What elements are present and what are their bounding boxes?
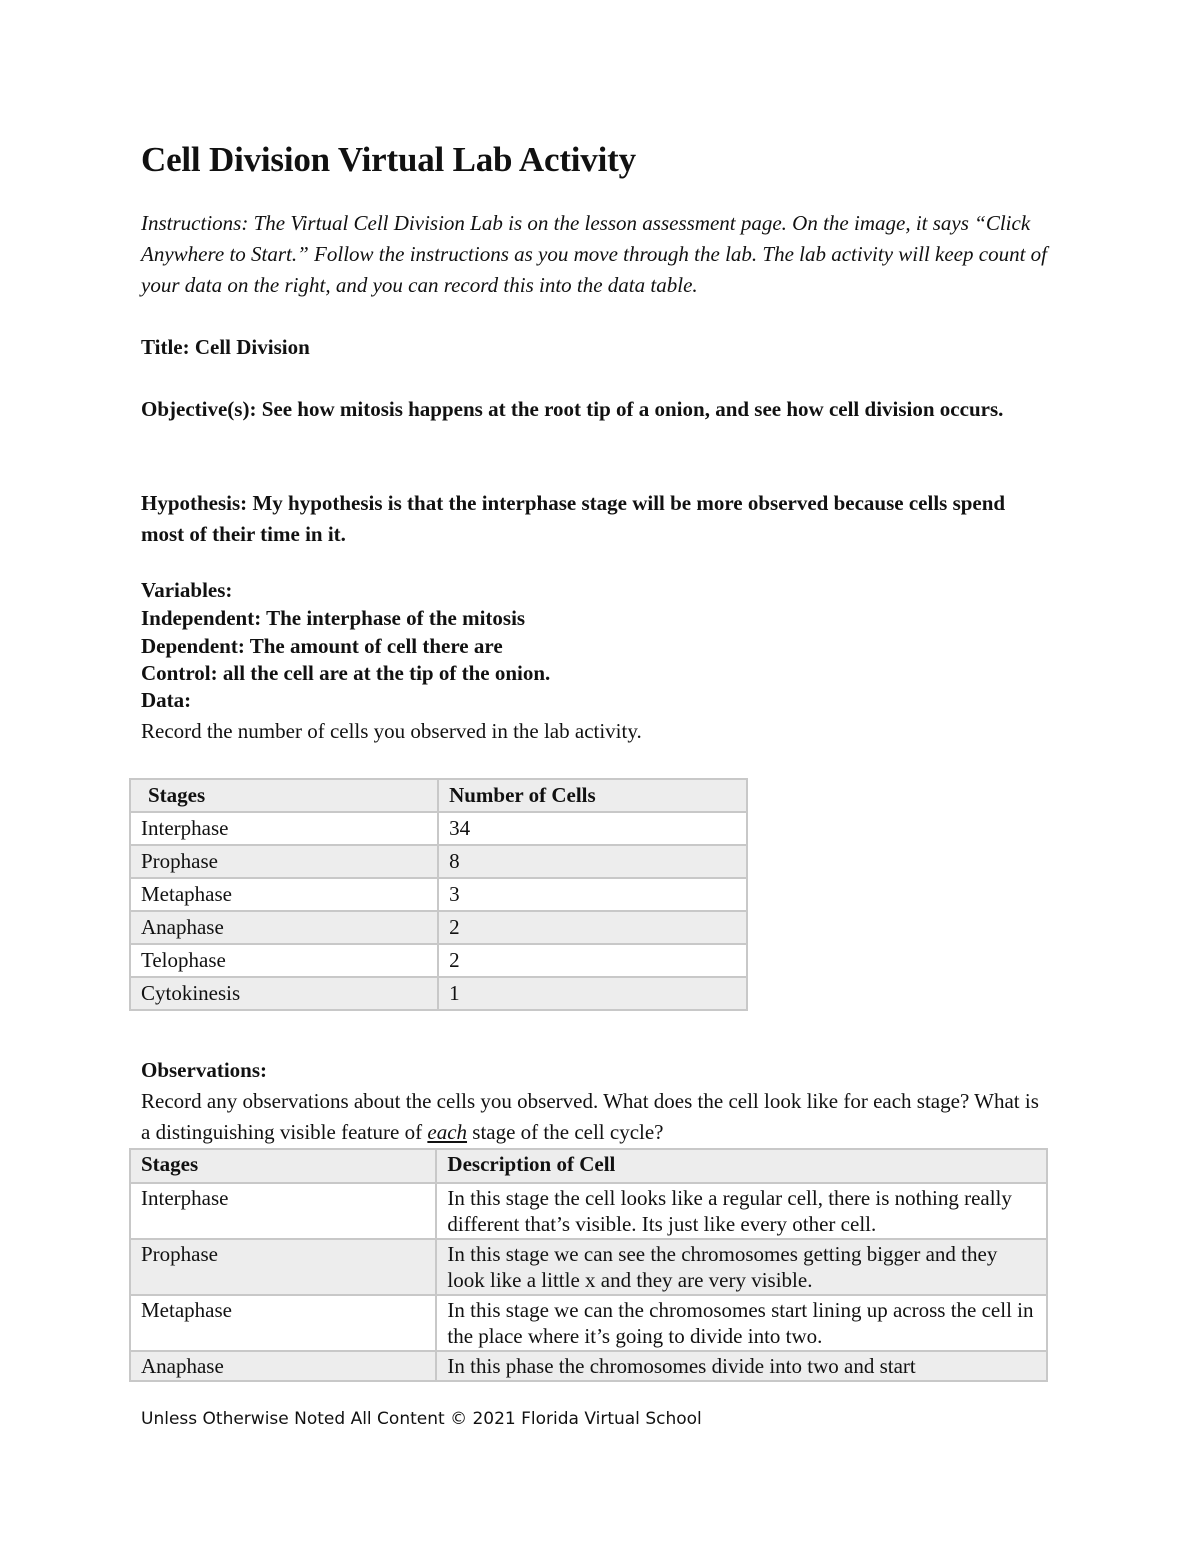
stage-cell: Prophase [130,845,438,878]
observations-instruction-start: Record any observations about the cells you observed. What does the cell look like for each stage? What is a distinguishing visible feature of [141,1089,1039,1144]
stage-cell: Anaphase [130,911,438,944]
table-row [130,1295,1047,1351]
table-row [130,911,747,944]
table-row [130,812,747,845]
description-cell: In this stage we can the chromosomes start lining up across the cell in the place where it’s going to divide into two. [436,1295,1047,1351]
stage-cell: Prophase [130,1239,436,1295]
dependent-value: The amount of cell there are [249,634,503,658]
document-title: Cell Division Virtual Lab Activity [141,140,636,179]
objective-value: See how mitosis happens at the root tip of a onion, and see how cell division occurs. [261,397,1004,421]
description-cell: In this stage we can see the chromosomes getting bigger and they look like a little x and they are very visible. [436,1239,1047,1295]
stage-cell: Metaphase [130,878,438,911]
table-row [130,944,747,977]
copyright-footer: Unless Otherwise Noted All Content © 2021 Florida Virtual School [141,1409,702,1429]
table-row [130,845,747,878]
count-cell: 8 [438,845,747,878]
hypothesis-label: Hypothesis: [141,491,248,515]
stage-cell: Anaphase [130,1351,436,1381]
instructions-text: Instructions: The Virtual Cell Division Lab is on the lesson assessment page. On the image, it says “Click Anywhere to Start.” Follow the instructions as you move through the lab. The lab activity will keep count of your data on the right, and you can record this into the data table. [141,211,1047,297]
stage-cell: Telophase [130,944,438,977]
stage-cell: Interphase [130,1183,436,1239]
observations-heading: Observations: [141,1058,267,1082]
count-cell: 1 [438,977,747,1010]
independent-line [141,604,525,632]
observations-instruction [141,1086,1051,1148]
control-value: all the cell are at the tip of the onion. [222,661,551,685]
table-row [130,878,747,911]
observations-table [129,1148,1048,1382]
data-heading: Data: [141,688,192,712]
observations-instruction-end: stage of the cell cycle? [467,1120,664,1144]
cell-count-table [129,778,748,1011]
variables-heading: Variables: [141,578,233,602]
independent-label: Independent: [141,606,262,630]
lab-title-line [141,332,310,363]
count-cell: 2 [438,911,747,944]
stage-cell: Cytokinesis [130,977,438,1010]
objective-line [141,394,1051,425]
description-cell: In this stage the cell looks like a regular cell, there is nothing really different that’s visible. Its just like every other cell. [436,1183,1047,1239]
lab-title-value: Cell Division [194,335,310,359]
table-header-row [130,1149,1047,1183]
dependent-line [141,632,503,660]
stage-cell: Metaphase [130,1295,436,1351]
stages-header: Stages [130,779,438,812]
control-label: Control: [141,661,218,685]
hypothesis-line [141,488,1051,550]
observations-instruction-emphasis: each [427,1120,468,1144]
count-cell: 34 [438,812,747,845]
stage-cell: Interphase [130,812,438,845]
count-cell: 3 [438,878,747,911]
count-cell: 2 [438,944,747,977]
description-cell: In this phase the chromosomes divide into two and start [436,1351,1047,1381]
table-row [130,1351,1047,1381]
lab-title-label: Title: [141,335,190,359]
table-row [130,977,747,1010]
number-of-cells-header: Number of Cells [438,779,747,812]
objective-label: Objective(s): [141,397,257,421]
dependent-label: Dependent: [141,634,245,658]
stages-header: Stages [130,1149,436,1183]
description-header: Description of Cell [436,1149,1047,1183]
control-line [141,659,550,687]
table-row [130,1239,1047,1295]
table-row [130,1183,1047,1239]
independent-value: The interphase of the mitosis [266,606,526,630]
data-instruction: Record the number of cells you observed in the lab activity. [141,719,642,743]
table-header-row [130,779,747,812]
hypothesis-value: My hypothesis is that the interphase stage will be more observed because cells spend most of their time in it. [141,491,1006,546]
